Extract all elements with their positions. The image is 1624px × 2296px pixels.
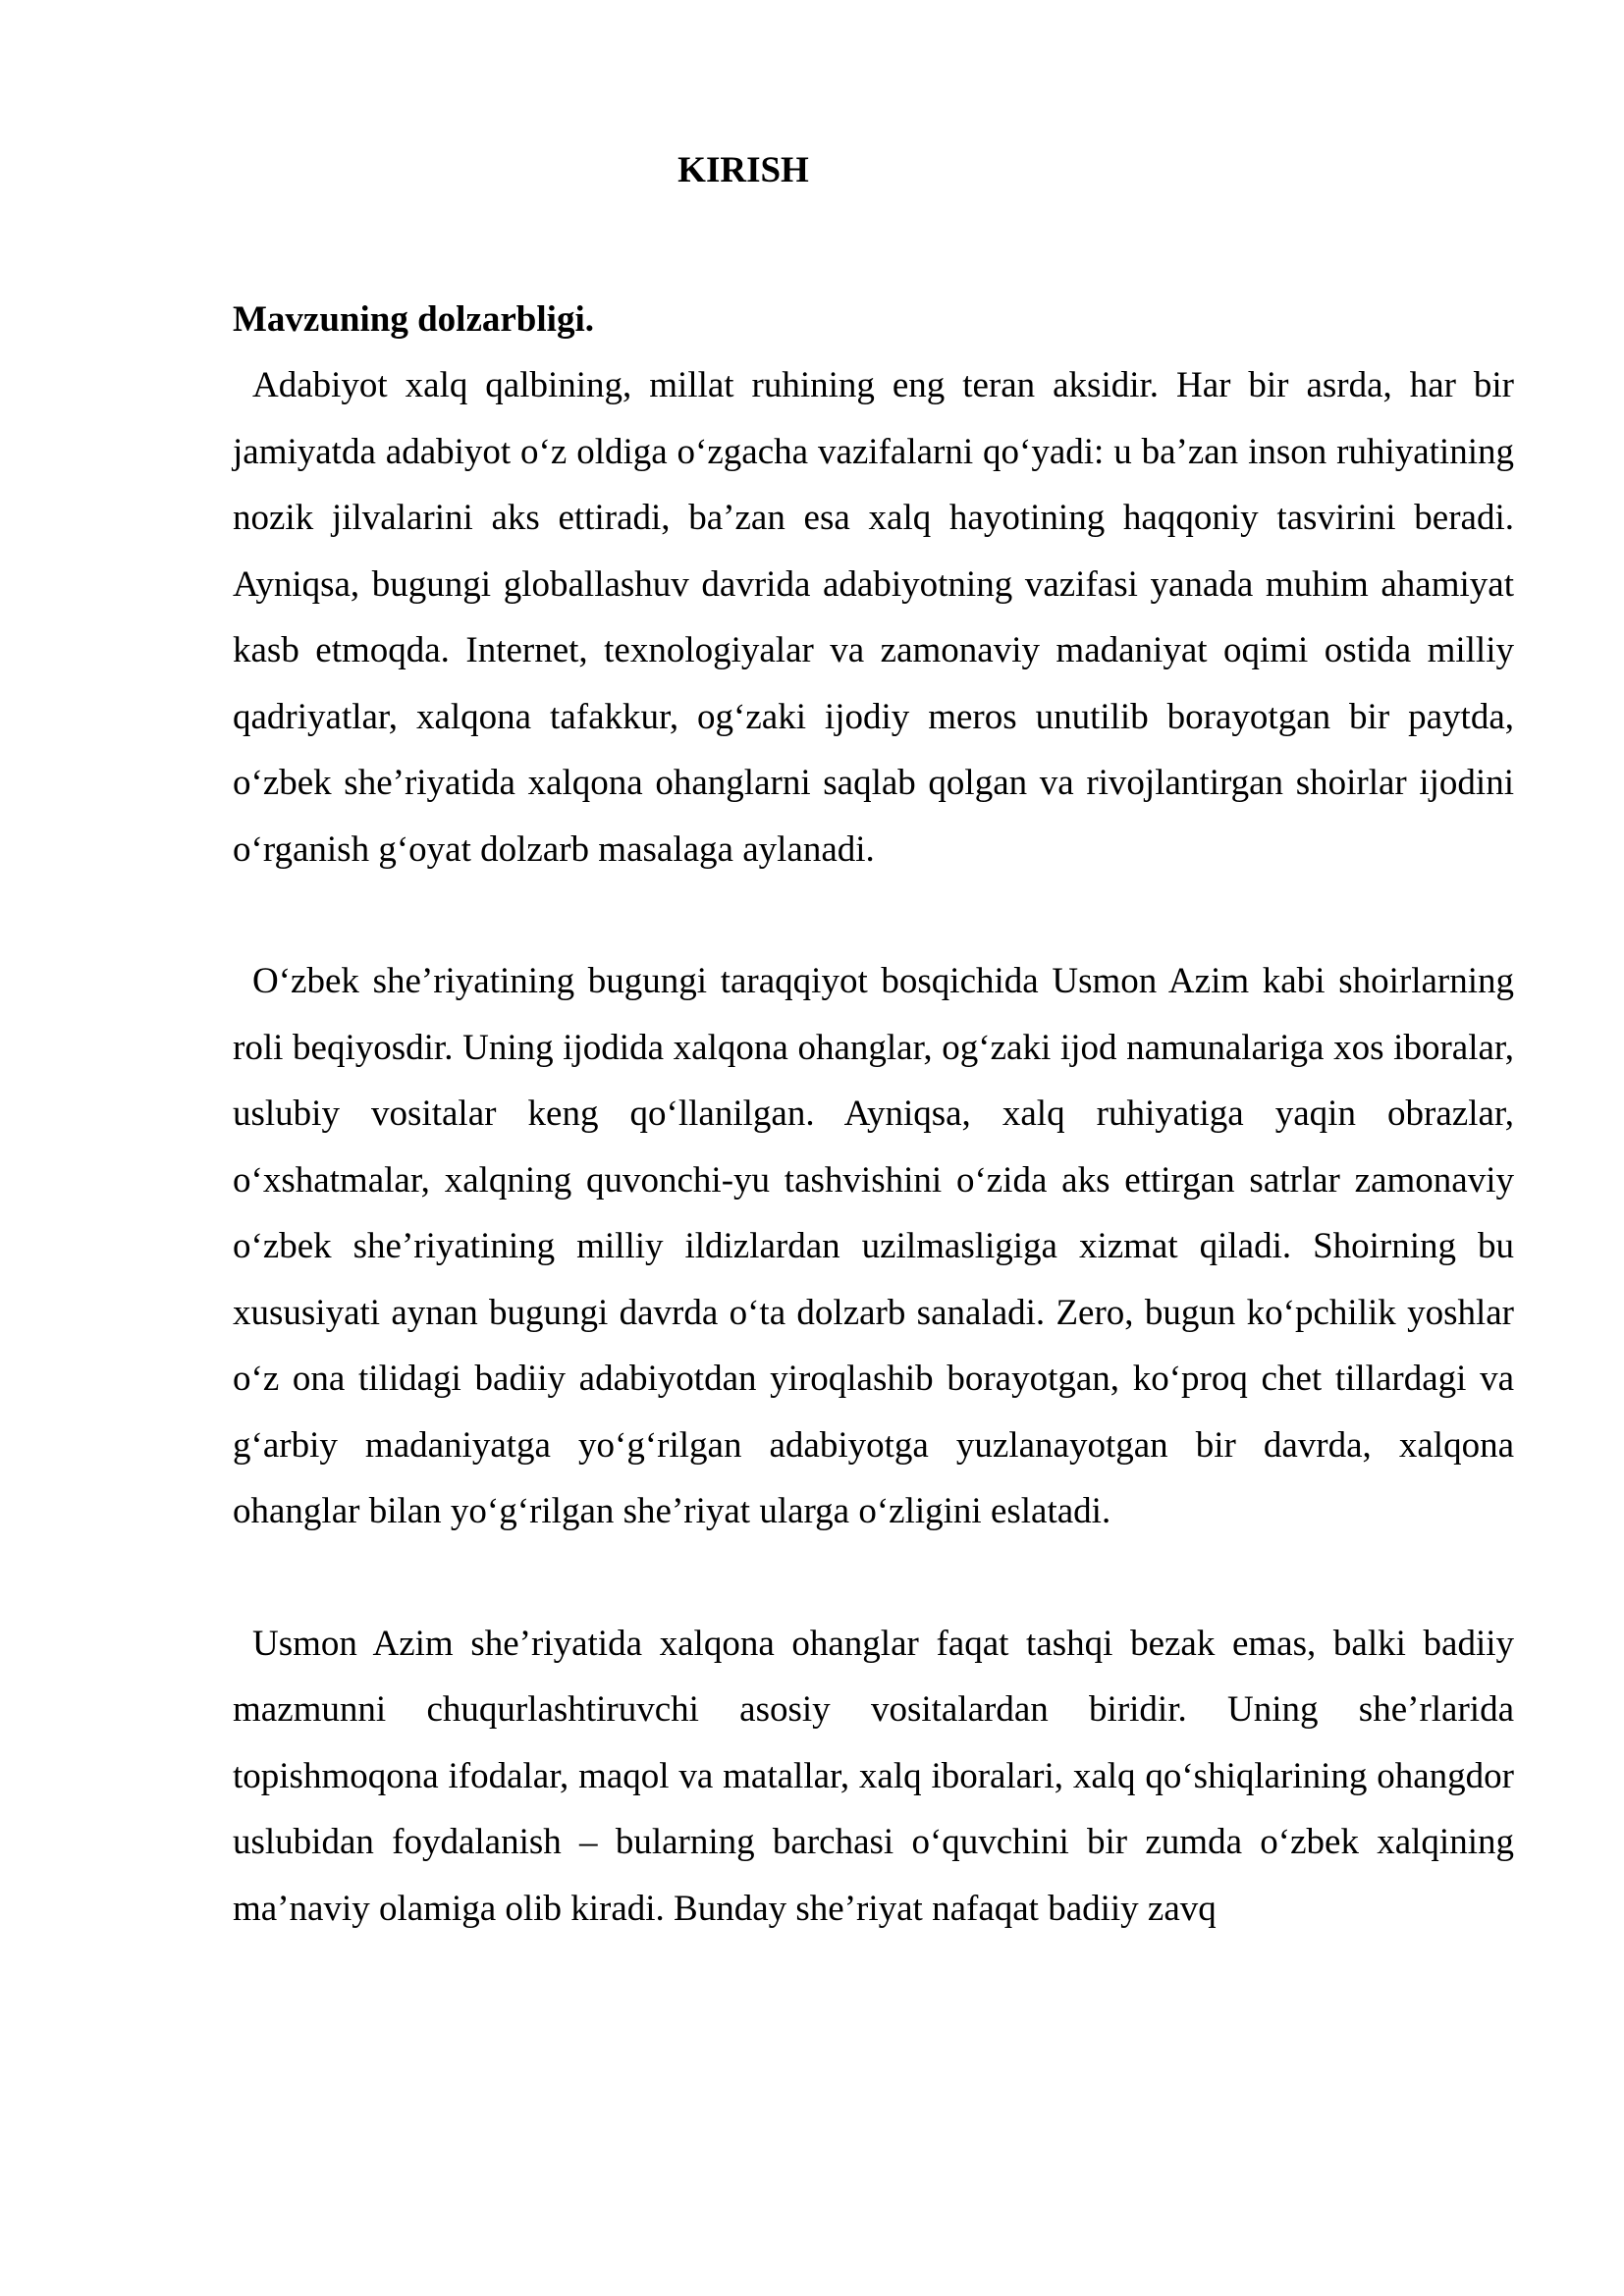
page-content xyxy=(233,287,1514,1942)
section-heading: Mavzuning dolzarbligi. xyxy=(233,299,594,340)
paragraph-spacer xyxy=(233,882,1514,948)
paragraph-spacer xyxy=(233,1545,1514,1611)
paragraph-2: O‘zbek she’riyatining bugungi taraqqiyot bosqichida Usmon Azim kabi shoirlarning roli beqiyosdir. Uning ijodida xalqona ohanglar, og‘zaki ijod namunalariga xos iboralar, uslubiy vositalar keng qo‘llanilgan. Ayniqsa, xalq ruhiyatiga yaqin obrazlar, o‘xshatmalar, xalqning quvonchi-yu tashvishini o‘zida aks ettirgan satrlar zamonaviy o‘zbek she’riyatining milliy ildizlardan uzilmasligiga xizmat qiladi. Shoirning bu xususiyati aynan bugungi davrda o‘ta dolzarb sanaladi. Zero, bugun ko‘pchilik yoshlar o‘z ona tilidagi badiiy adabiyotdan yiroqlashib borayotgan, ko‘proq chet tillardagi va g‘arbiy madaniyatga yo‘g‘rilgan adabiyotga yuzlanayotgan bir davrda, xalqona ohanglar bilan yo‘g‘rilgan she’riyat ularga o‘zligini eslatadi. xyxy=(233,961,1514,1531)
page-title: KIRISH xyxy=(677,150,809,190)
paragraph-1: Adabiyot xalq qalbining, millat ruhining eng teran aksidir. Har bir asrda, har bir jamiyatda adabiyot o‘z oldiga o‘zgacha vazifalarni qo‘yadi: u ba’zan inson ruhiyatining nozik jilvalarini aks ettiradi, ba’zan esa xalq hayotining haqqoniy tasvirini beradi. Ayniqsa, bugungi globallashuv davrida adabiyotning vazifasi yanada muhim ahamiyat kasb etmoqda. Internet, texnologiyalar va zamonaviy madaniyat oqimi ostida milliy qadriyatlar, xalqona tafakkur, og‘zaki ijodiy meros unutilib borayotgan bir paytda, o‘zbek she’riyatida xalqona ohanglarni saqlab qolgan va rivojlantirgan shoirlar ijodini o‘rganish g‘oyat dolzarb masalaga aylanadi. xyxy=(233,365,1514,870)
paragraph-3: Usmon Azim she’riyatida xalqona ohanglar faqat tashqi bezak emas, balki badiiy mazmunni chuqurlashtiruvchi asosiy vositalardan biridir. Uning she’rlarida topishmoqona ifodalar, maqol va matallar, xalq iboralari, xalq qo‘shiqlarining ohangdor uslubidan foydalanish – bularning barchasi o‘quvchini bir zumda o‘zbek xalqining ma’naviy olamiga olib kiradi. Bunday she’riyat nafaqat badiiy zavq xyxy=(233,1623,1514,1929)
